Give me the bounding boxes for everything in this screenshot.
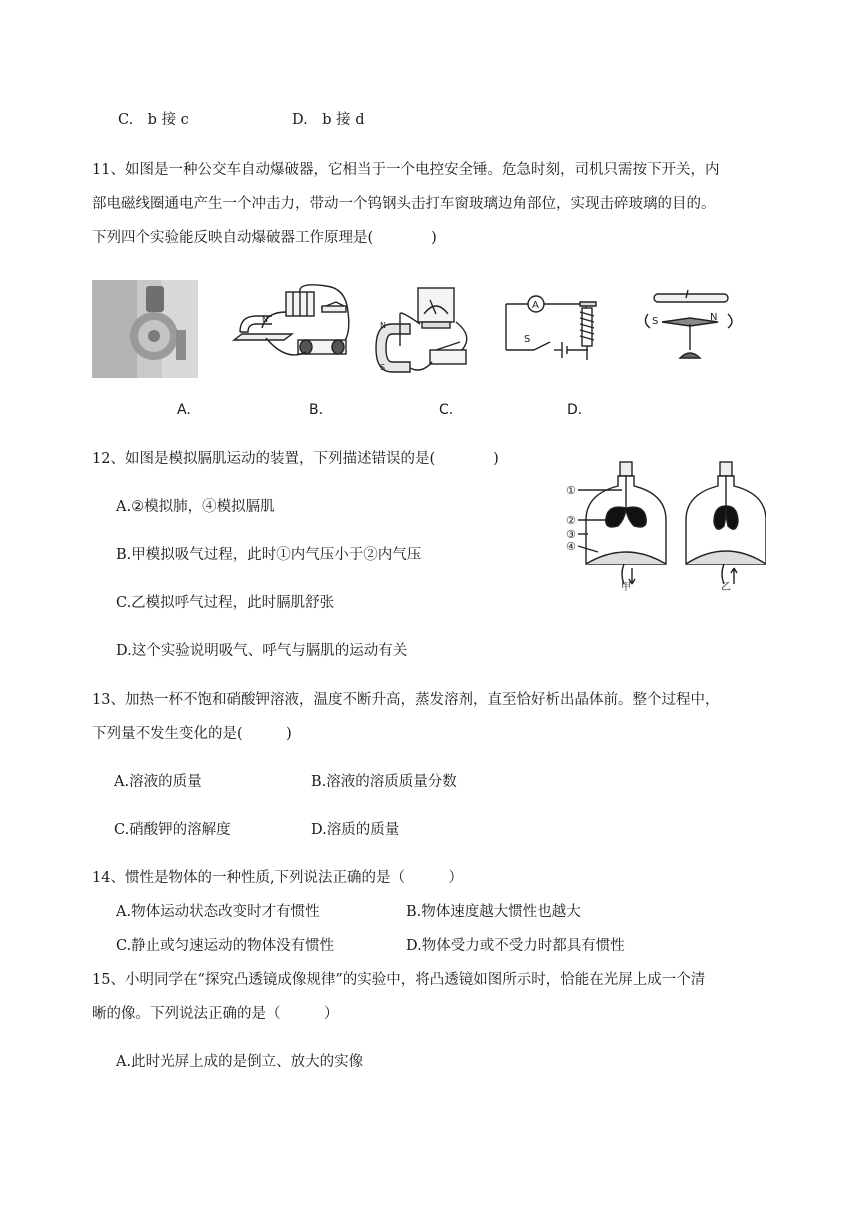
q14-option-a: A.物体运动状态改变时才有惯性 bbox=[116, 904, 320, 920]
north-pole-label: N bbox=[710, 312, 718, 323]
q14-option-c: C.静止或匀速运动的物体没有惯性 bbox=[116, 938, 335, 954]
label-jia: 甲 bbox=[621, 582, 631, 592]
marker-4: ④ bbox=[566, 540, 576, 553]
svg-text:N: N bbox=[380, 321, 386, 330]
q15-option-a: A.此时光屏上成的是倒立、放大的实像 bbox=[116, 1054, 364, 1070]
q14-stem: 14、惯性是物体的一种性质,下列说法正确的是（ ） bbox=[92, 870, 464, 886]
q11-label-d: D. bbox=[567, 402, 583, 418]
q12-option-d: D.这个实验说明吸气、呼气与膈肌的运动有关 bbox=[116, 643, 408, 659]
q13-option-b: B.溶液的溶质质量分数 bbox=[311, 774, 457, 790]
q15-stem-line2: 晰的像。下列说法正确的是（ ） bbox=[92, 1006, 339, 1022]
q11-label-b: B. bbox=[309, 402, 324, 418]
q11-figure-c bbox=[370, 284, 480, 376]
q12-option-b: B.甲模拟吸气过程，此时①内气压小于②内气压 bbox=[116, 547, 422, 563]
q14-option-d: D.物体受力或不受力时都具有惯性 bbox=[406, 938, 625, 954]
q13-option-c: C.硝酸钾的溶解度 bbox=[114, 822, 231, 838]
q10-option-c: C. b 接 c bbox=[118, 112, 189, 128]
q13-stem-line2: 下列量不发生变化的是( ) bbox=[92, 726, 292, 742]
label-yi: 乙 bbox=[721, 582, 731, 592]
q11-stem-line2: 部电磁线圈通电产生一个冲击力，带动一个钨钢头击打车窗玻璃边角部位，实现击碎玻璃的目的。 bbox=[92, 196, 716, 212]
switch-label: S bbox=[524, 334, 531, 345]
q11-stem-line1: 11、如图是一种公交车自动爆破器，它相当于一个电控安全锤。危急时刻，司机只需按下开关，内 bbox=[92, 162, 720, 178]
svg-text:N: N bbox=[262, 315, 268, 324]
q11-label-c: C. bbox=[439, 402, 454, 418]
q12-option-a: A.②模拟肺，④模拟膈肌 bbox=[116, 499, 275, 515]
q13-stem-line1: 13、加热一杯不饱和硝酸钾溶液，温度不断升高，蒸发溶剂，直至恰好析出晶体前。整个过程中， bbox=[92, 692, 720, 708]
q11-figure-b bbox=[226, 282, 356, 372]
q12-figure-bell-jars bbox=[566, 460, 766, 592]
ammeter-label: A bbox=[532, 300, 539, 311]
svg-text:S: S bbox=[380, 363, 386, 372]
q11-figure-e bbox=[640, 288, 740, 364]
q12-stem: 12、如图是模拟膈肌运动的装置，下列描述错误的是( ) bbox=[92, 451, 499, 467]
q15-stem-line1: 15、小明同学在“探究凸透镜成像规律”的实验中，将凸透镜如图所示时，恰能在光屏上成一个清 bbox=[92, 972, 706, 988]
marker-3: ③ bbox=[566, 528, 576, 541]
q11-stem-line3: 下列四个实验能反映自动爆破器工作原理是( ) bbox=[92, 230, 437, 246]
q11-photo-breaker bbox=[92, 280, 198, 378]
q12-option-c: C.乙模拟呼气过程，此时膈肌舒张 bbox=[116, 595, 335, 611]
q13-option-a: A.溶液的质量 bbox=[114, 774, 202, 790]
q13-option-d: D.溶质的质量 bbox=[311, 822, 400, 838]
q11-figure-d bbox=[500, 284, 610, 368]
q10-option-d: D. b 接 d bbox=[292, 112, 365, 128]
south-pole-label: S bbox=[652, 316, 659, 327]
marker-2: ② bbox=[566, 514, 576, 527]
marker-1: ① bbox=[566, 484, 576, 497]
q11-label-a: A. bbox=[177, 402, 191, 418]
q14-option-b: B.物体速度越大惯性也越大 bbox=[406, 904, 581, 920]
